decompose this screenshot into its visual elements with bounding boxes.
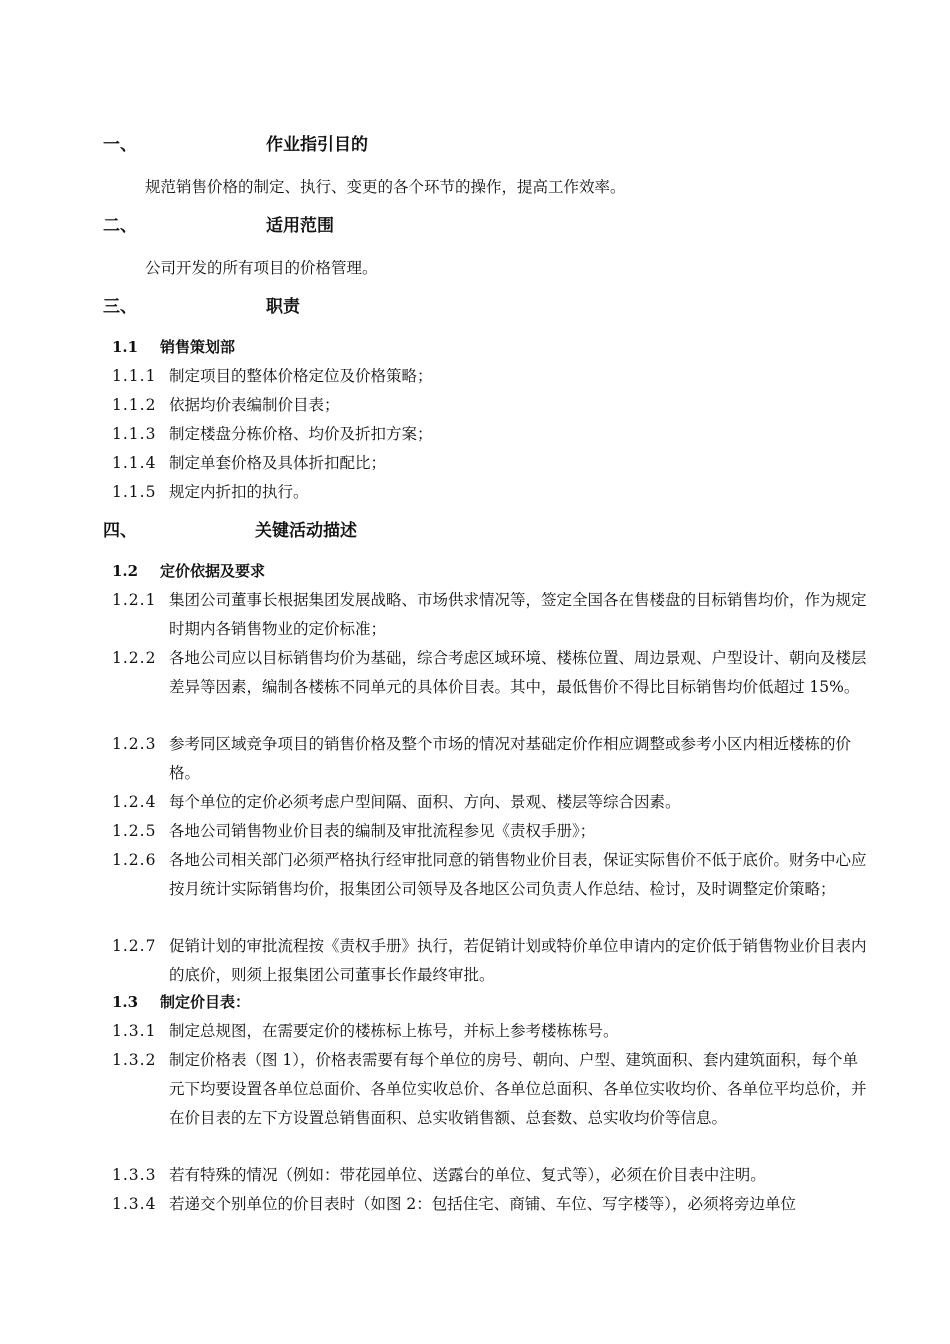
item-text: 制定价格表（图 1），价格表需要有每个单位的房号、朝向、户型、建筑面积、套内建筑面积，每个单元下均要设置各单位总面价、各单位实收总价、各单位总面积、各单位实收均价、各单位平均总价，并在价目表的左下方设置总销售面积、总实收销售额、总套数、总实收均价等信息。 xyxy=(169,1051,867,1127)
item-text: 若有特殊的情况（例如：带花园单位、送露台的单位、复式等），必须在价目表中注明。 xyxy=(169,1166,766,1184)
item-text: 制定单套价格及具体折扣配比； xyxy=(169,454,387,472)
section-number: 三、 xyxy=(103,297,137,317)
section-number: 一、 xyxy=(103,135,137,155)
section-title: 作业指引目的 xyxy=(266,135,368,155)
item-text: 集团公司董事长根据集团发展战略、市场供求情况等，签定全国各在售楼盘的目标销售均价，作为规定时期内各销售物业的定价标准； xyxy=(169,591,867,638)
subsection-number: 1.3 xyxy=(112,993,139,1011)
subsection-title: 定价依据及要求 xyxy=(160,562,266,580)
item-number: 1.2.2 xyxy=(112,649,157,667)
item-text: 若递交个别单位的价目表时（如图 2：包括住宅、商铺、车位、写字楼等），必须将旁边单位 xyxy=(169,1195,797,1213)
section-body: 规范销售价格的制定、执行、变更的各个环节的操作，提高工作效率。 xyxy=(145,178,626,196)
item-text: 参考同区域竞争项目的销售价格及整个市场的情况对基础定价作相应调整或参考小区内相近楼栋的价格。 xyxy=(169,735,852,782)
item-text: 制定项目的整体价格定位及价格策略； xyxy=(169,367,433,385)
item-number: 1.2.7 xyxy=(112,937,157,955)
item-text: 每个单位的定价必须考虑户型间隔、面积、方向、景观、楼层等综合因素。 xyxy=(169,793,681,811)
subsection-number: 1.2 xyxy=(112,562,139,580)
section-number: 二、 xyxy=(103,216,137,236)
item-text: 依据均价表编制价目表； xyxy=(169,396,340,414)
subsection-title: 销售策划部 xyxy=(160,338,236,356)
section-number: 四、 xyxy=(103,521,137,541)
section-title: 关键活动描述 xyxy=(255,521,357,541)
item-number: 1.1.4 xyxy=(112,454,157,472)
item-number: 1.1.2 xyxy=(112,396,157,414)
section-title: 职责 xyxy=(266,297,300,317)
item-number: 1.3.4 xyxy=(112,1195,157,1213)
item-text: 各地公司相关部门必须严格执行经审批同意的销售物业价目表，保证实际售价不低于底价。财务中心应按月统计实际销售均价，报集团公司领导及各地区公司负责人作总结、检讨，及时调整定价策略； xyxy=(169,851,867,898)
item-number: 1.2.3 xyxy=(112,735,157,753)
item-text: 各地公司销售物业价目表的编制及审批流程参见《责权手册》； xyxy=(169,822,596,840)
item-number: 1.1.1 xyxy=(112,367,157,385)
item-number: 1.1.5 xyxy=(112,483,157,501)
item-number: 1.3.3 xyxy=(112,1166,157,1184)
subsection-title: 制定价目表： xyxy=(160,993,251,1011)
section-title: 适用范围 xyxy=(266,216,334,236)
item-text: 制定楼盘分栋价格、均价及折扣方案； xyxy=(169,425,433,443)
item-number: 1.3.1 xyxy=(112,1022,157,1040)
item-number: 1.2.1 xyxy=(112,591,157,609)
item-text: 规定内折扣的执行。 xyxy=(169,483,309,501)
item-number: 1.3.2 xyxy=(112,1051,157,1069)
item-number: 1.2.4 xyxy=(112,793,157,811)
item-number: 1.1.3 xyxy=(112,425,157,443)
item-text: 促销计划的审批流程按《责权手册》执行，若促销计划或特价单位申请内的定价低于销售物业价目表内的底价，则须上报集团公司董事长作最终审批。 xyxy=(169,937,867,984)
item-text: 各地公司应以目标销售均价为基础，综合考虑区域环境、楼栋位置、周边景观、户型设计、朝向及楼层差异等因素，编制各楼栋不同单元的具体价目表。其中，最低售价不得比目标销售均价低超过 15%。 xyxy=(169,649,867,696)
section-body: 公司开发的所有项目的价格管理。 xyxy=(145,259,378,277)
item-text: 制定总规图，在需要定价的楼栋标上栋号，并标上参考楼栋栋号。 xyxy=(169,1022,619,1040)
item-number: 1.2.6 xyxy=(112,851,157,869)
subsection-number: 1.1 xyxy=(112,338,139,356)
item-number: 1.2.5 xyxy=(112,822,157,840)
